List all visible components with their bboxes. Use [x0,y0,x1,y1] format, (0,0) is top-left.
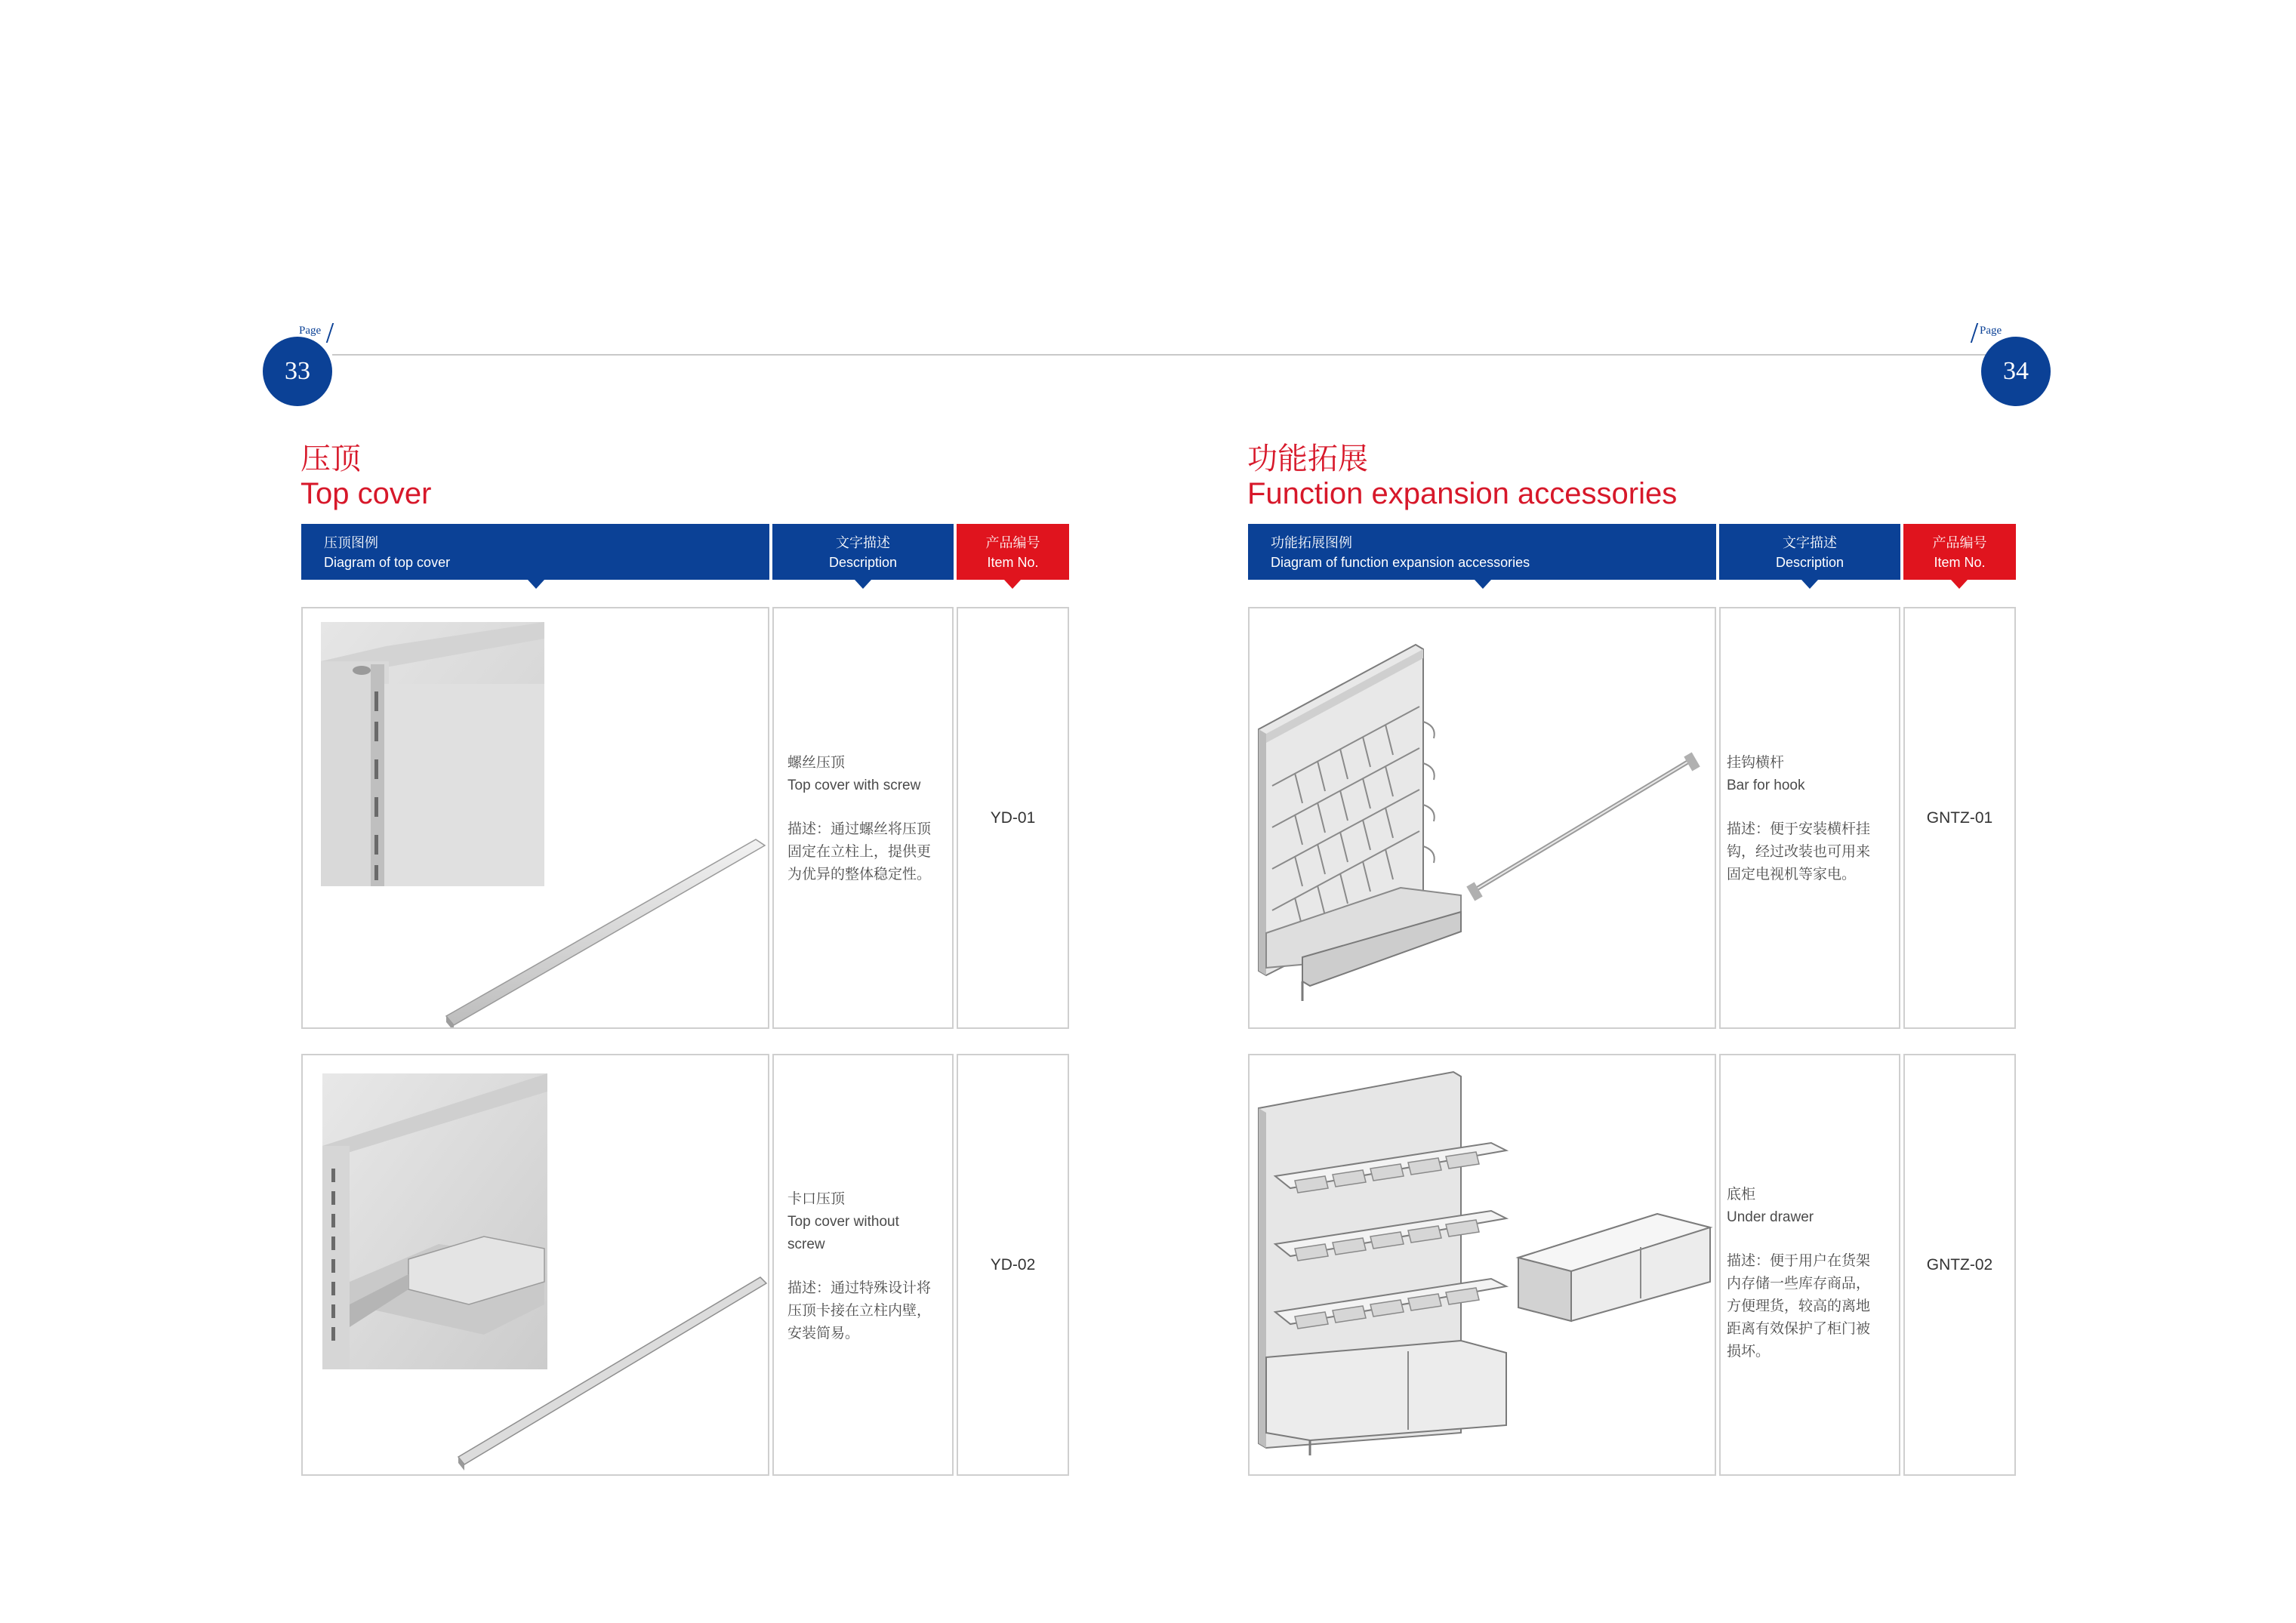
left-header-item-no-cn: 产品编号 [985,535,1040,550]
header-pointer [1951,580,1968,589]
header-pointer [1801,580,1818,589]
right-row1-item-no-cell [1903,607,2016,1029]
header-pointer [528,580,544,589]
left-row1-desc-line: 描述：通过螺丝将压顶 [787,821,932,837]
right-title-en: Function expansion accessories [1247,477,1678,510]
left-row2-desc-line: 压顶卡接在立柱内壁， [787,1303,932,1319]
left-row2-item-no: YD-02 [990,1256,1036,1273]
left-header-description [772,524,954,580]
right-header-diagram-cn: 功能拓展图例 [1271,535,1352,550]
left-row1-description-cell [772,607,954,1029]
right-row1-desc-line: 固定电视机等家电。 [1727,867,1857,882]
right-header-description-cn: 文字描述 [1783,535,1837,550]
right-row2-desc-line: 损坏。 [1727,1344,1771,1360]
header-rule [332,354,1986,356]
left-title-en: Top cover [300,477,432,510]
right-row2-desc-line: 内存储一些库存商品， [1727,1276,1871,1292]
left-row1-item-no: YD-01 [990,809,1036,827]
left-row2-name-en: screw [787,1236,825,1252]
bar-for-hook-diagram [1250,608,1715,1027]
top-cover-without-screw-diagram [303,1055,768,1474]
right-row2-desc-line: 距离有效保护了柜门被 [1727,1321,1871,1337]
page-word-left: Page [299,325,322,337]
page-word-right: Page [1980,325,2002,337]
right-row1-image-cell [1248,607,1716,1029]
right-title-cn: 功能拓展 [1247,442,1368,476]
page-number-left: 33 [263,337,332,406]
page-number-right: 34 [1981,337,2051,406]
left-header-diagram-en: Diagram of top cover [324,555,451,570]
top-cover-with-screw-diagram [303,608,768,1027]
right-row1-desc-line: 描述：便于安装横杆挂 [1727,821,1871,837]
right-row2-desc-line: 方便理货，较高的离地 [1727,1298,1871,1314]
left-title-cn: 压顶 [300,442,361,476]
right-row2-item-no-cell [1903,1054,2016,1476]
right-row1-description-cell [1719,607,1900,1029]
right-row1-name-cn: 挂钩横杆 [1727,755,1785,771]
left-header-description-cn: 文字描述 [836,535,890,550]
right-row2-description-cell [1719,1054,1900,1476]
left-row2-image-cell [301,1054,769,1476]
left-row1-name-en: Top cover with screw [787,778,921,793]
right-row1-desc-line: 钩，经过改装也可用来 [1727,844,1871,860]
left-row1-image-cell [301,607,769,1029]
right-row2-name-en: Under drawer [1727,1209,1814,1225]
right-row1-item-no: GNTZ-01 [1926,809,1993,827]
left-header-description-en: Description [828,555,898,570]
left-row1-desc-line: 为优异的整体稳定性。 [787,867,932,882]
left-header-diagram [301,524,769,580]
right-row2-desc-line: 描述：便于用户在货架 [1727,1253,1871,1269]
left-row2-name-en: Top cover without [787,1214,899,1230]
left-row2-item-no-cell [957,1054,1069,1476]
left-header-item-no [957,524,1069,580]
left-row1-name-cn: 螺丝压顶 [787,755,846,771]
right-row2-image-cell [1248,1054,1716,1476]
left-row1-desc-line: 固定在立柱上，提供更 [787,844,932,860]
right-header-item-no [1903,524,2016,580]
right-header-description [1719,524,1900,580]
right-row2-item-no: GNTZ-02 [1926,1256,1993,1273]
left-row2-name-cn: 卡口压顶 [787,1191,846,1207]
page-slash-left [326,323,334,343]
under-drawer-diagram [1250,1055,1715,1474]
left-header-item-no-en: Item No. [987,555,1039,570]
left-header-diagram-cn: 压顶图例 [324,535,378,550]
page-slash-right [1971,323,1978,343]
right-header-item-no-en: Item No. [1934,555,1986,570]
right-row1-name-en: Bar for hook [1727,778,1805,793]
right-header-diagram-en: Diagram of function expansion accessories [1271,555,1530,570]
header-pointer [855,580,871,589]
left-row2-desc-line: 描述：通过特殊设计将 [787,1280,932,1296]
right-header-description-en: Description [1775,555,1845,570]
header-pointer [1004,580,1021,589]
left-row2-desc-line: 安装简易。 [787,1326,860,1341]
header-pointer [1475,580,1491,589]
left-row1-item-no-cell [957,607,1069,1029]
left-row2-description-cell [772,1054,954,1476]
right-row2-name-cn: 底柜 [1727,1187,1756,1203]
right-header-item-no-cn: 产品编号 [1932,535,1987,550]
right-header-diagram [1248,524,1716,580]
